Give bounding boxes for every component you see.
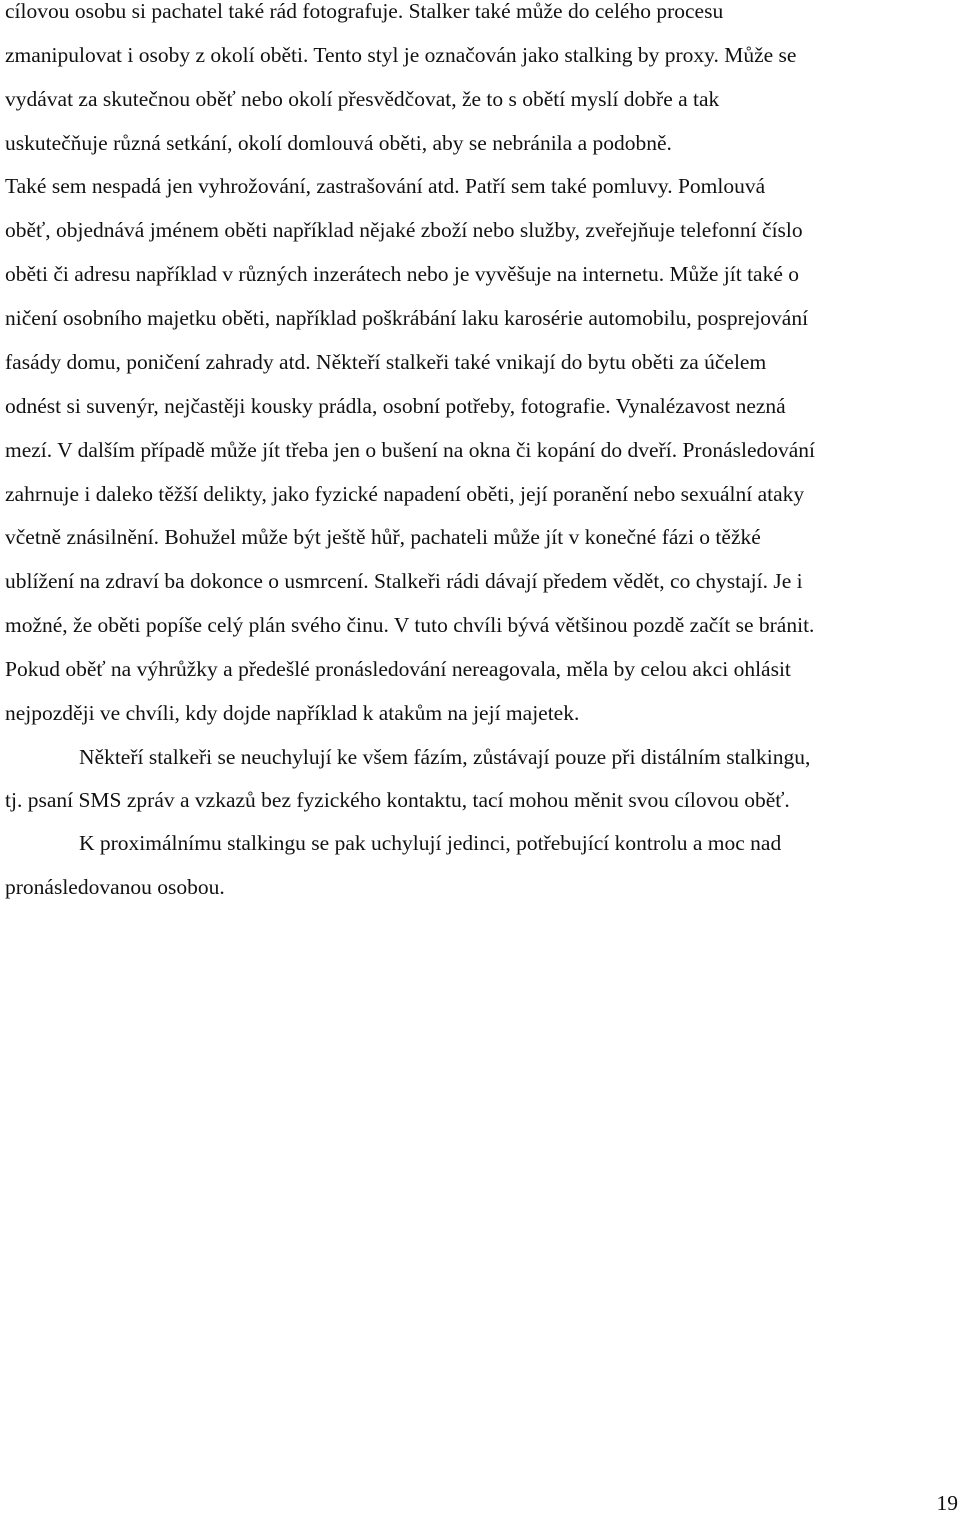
text-line: cílovou osobu si pachatel také rád fotografuje. Stalker také může do celého procesu bbox=[5, 0, 724, 23]
text-line: vydávat za skutečnou oběť nebo okolí přesvědčovat, že to s obětí myslí dobře a tak bbox=[5, 87, 720, 111]
text-line: uskutečňuje různá setkání, okolí domlouvá oběti, aby se nebránila a podobně. bbox=[5, 131, 672, 155]
text-line: tj. psaní SMS zpráv a vzkazů bez fyzického kontaktu, tací mohou měnit svou cílovou oběť. bbox=[5, 788, 790, 812]
text-line: možné, že oběti popíše celý plán svého činu. V tuto chvíli bývá většinou pozdě začít se bránit. bbox=[5, 613, 815, 637]
text-line: Pokud oběť na výhrůžky a předešlé pronásledování nereagovala, měla by celou akci ohlásit bbox=[5, 657, 791, 681]
text-line: zmanipulovat i osoby z okolí oběti. Tento styl je označován jako stalking by proxy. Může se bbox=[5, 43, 797, 67]
text-line: ublížení na zdraví ba dokonce o usmrcení. Stalkeři rádi dávají předem vědět, co chystají. Je i bbox=[5, 569, 803, 593]
text-line: fasády domu, poničení zahrady atd. Někteří stalkeři také vnikají do bytu oběti za účelem bbox=[5, 350, 767, 374]
text-line: zahrnuje i daleko těžší delikty, jako fyzické napadení oběti, její poranění nebo sexuální ataky bbox=[5, 482, 805, 506]
text-line: mezí. V dalším případě může jít třeba jen o bušení na okna či kopání do dveří. Pronásledování bbox=[5, 438, 816, 462]
text-line: oběť, objednává jménem oběti například nějaké zboží nebo služby, zveřejňuje telefonní číslo bbox=[5, 218, 803, 242]
text-line: Také sem nespadá jen vyhrožování, zastrašování atd. Patří sem také pomluvy. Pomlouvá bbox=[5, 174, 766, 198]
text-line: ničení osobního majetku oběti, například poškrábání laku karosérie automobilu, posprejování bbox=[5, 306, 809, 330]
text-line: odnést si suvenýr, nejčastěji kousky prádla, osobní potřeby, fotografie. Vynalézavost nezná bbox=[5, 394, 786, 418]
page-number: 19 bbox=[936, 1491, 958, 1515]
text-line: K proximálnímu stalkingu se pak uchylují jedinci, potřebující kontrolu a moc nad bbox=[79, 831, 782, 855]
text-line: Někteří stalkeři se neuchylují ke všem fázím, zůstávají pouze při distálním stalkingu, bbox=[79, 745, 811, 769]
text-line: oběti či adresu například v různých inzerátech nebo je vyvěšuje na internetu. Může jít také o bbox=[5, 262, 799, 286]
text-line: včetně znásilnění. Bohužel může být ještě hůř, pachateli může jít v konečné fázi o těžké bbox=[5, 525, 761, 549]
text-line: pronásledovanou osobou. bbox=[5, 875, 225, 899]
text-line: nejpozději ve chvíli, kdy dojde například k atakům na její majetek. bbox=[5, 701, 580, 725]
